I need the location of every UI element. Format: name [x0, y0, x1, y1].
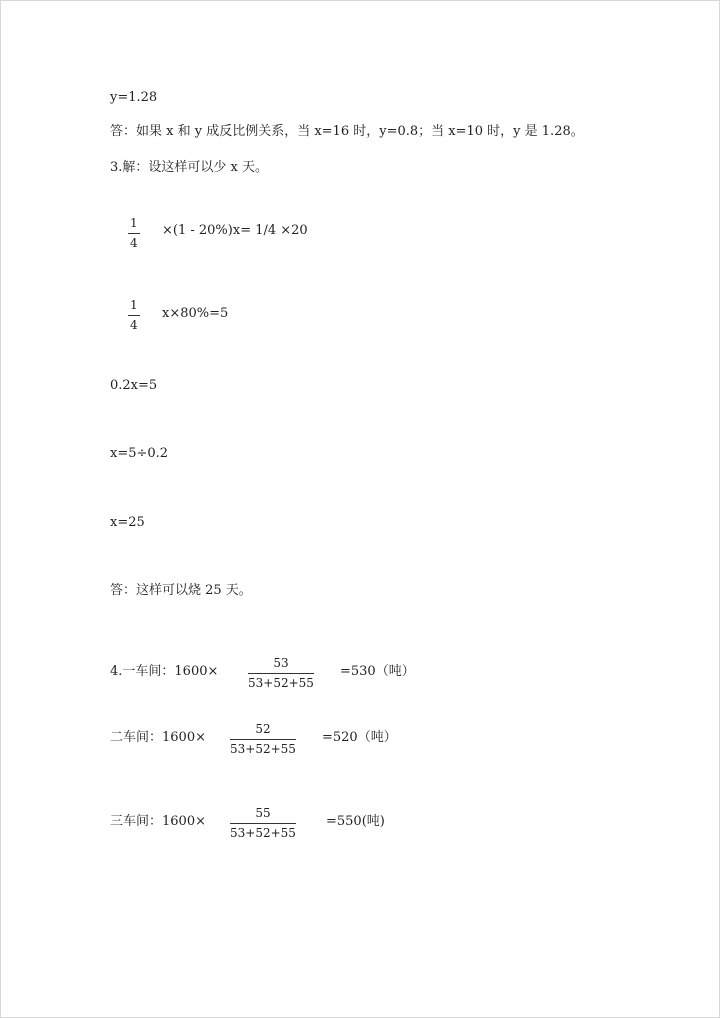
w1-denominator: 53+52+55	[248, 676, 314, 690]
workshop-1-fraction	[248, 656, 314, 691]
equation-4: x=5÷0.2	[110, 446, 169, 461]
answer-2-line: 答：如果 x 和 y 成反比例关系，当 x=16 时，y=0.8；当 x=10 时，y 是 1.28。	[110, 124, 584, 139]
equation-3: 0.2x=5	[110, 378, 158, 393]
equation-5: x=25	[110, 515, 145, 530]
eq2-fraction	[128, 298, 140, 333]
workshop-1-result: =530（吨）	[340, 664, 415, 679]
eq1-fraction	[128, 216, 140, 251]
equation-1-rest: ×(1 - 20%)x= 1/4 ×20	[162, 223, 308, 238]
equation-2-rest: x×80%=5	[162, 306, 229, 321]
w3-numerator: 55	[255, 806, 271, 820]
w2-numerator: 52	[255, 722, 271, 736]
w1-numerator: 53	[273, 656, 289, 670]
workshop-3-result: =550(吨)	[326, 814, 385, 829]
eq1-denominator: 4	[130, 236, 138, 250]
eq2-numerator: 1	[130, 298, 138, 312]
y-value-line: y=1.28	[110, 90, 158, 105]
w3-denominator: 53+52+55	[230, 826, 296, 840]
workshop-3-fraction	[230, 806, 296, 841]
workshop-3-prefix: 三车间：1600×	[110, 814, 206, 829]
answer-3-line: 答：这样可以烧 25 天。	[110, 583, 252, 598]
eq2-denominator: 4	[130, 318, 138, 332]
workshop-2-fraction	[230, 722, 296, 757]
workshop-2-result: =520（吨）	[322, 730, 397, 745]
workshop-2-prefix: 二车间：1600×	[110, 730, 206, 745]
eq1-numerator: 1	[130, 216, 138, 230]
question-3-intro: 3.解：设这样可以少 x 天。	[110, 160, 268, 175]
workshop-1-prefix: 4.一车间：1600×	[110, 664, 219, 679]
w2-denominator: 53+52+55	[230, 742, 296, 756]
